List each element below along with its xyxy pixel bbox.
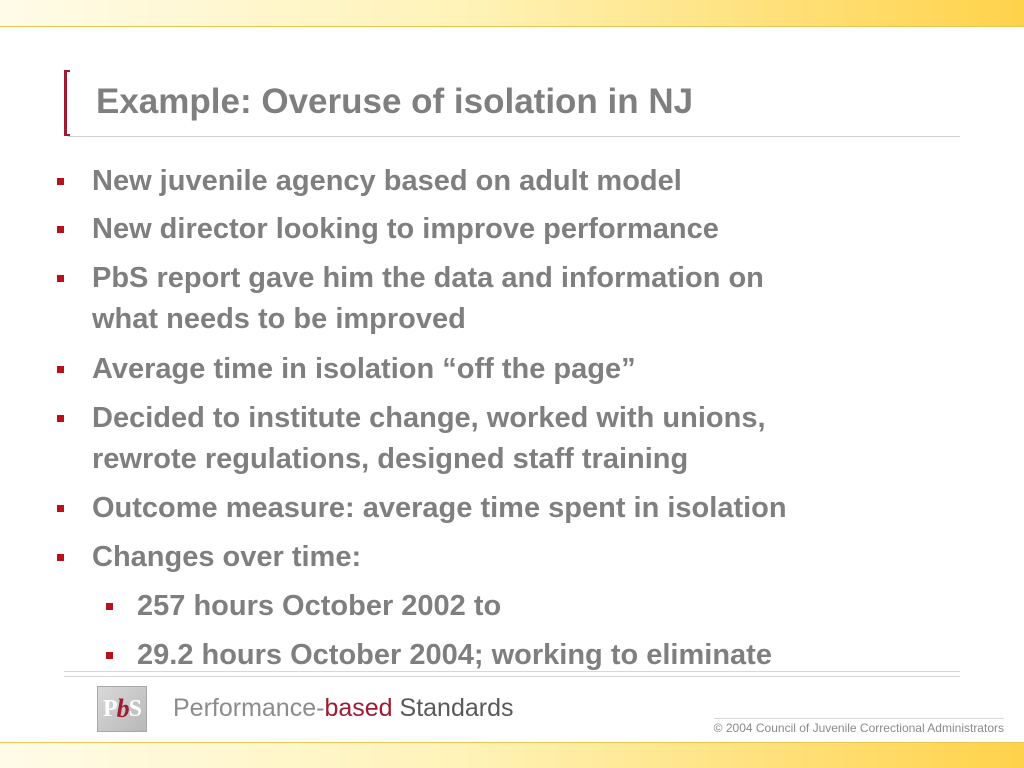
bullet-text: PbS report gave him the data and information on: [92, 262, 764, 294]
logo-letter-p: P: [102, 695, 117, 722]
bullet-text: Decided to institute change, worked with unions,: [92, 402, 766, 434]
bullet-item: [92, 398, 960, 480]
title-accent-tick-top: [64, 70, 70, 72]
bullet-text: 29.2 hours October 2004; working to eliminate: [137, 639, 772, 671]
logo-letter-s: S: [128, 695, 142, 722]
bullet-text: New director looking to improve performance: [92, 213, 719, 245]
bullet-item: [92, 209, 960, 250]
title-divider: [68, 136, 960, 137]
bullet-marker: [57, 554, 64, 561]
bullet-item: [137, 635, 960, 676]
bullet-text: what needs to be improved: [92, 303, 466, 335]
bottom-decorative-band: [0, 742, 1024, 768]
bullet-marker: [57, 366, 64, 373]
bullet-marker: [57, 415, 64, 422]
top-decorative-band: [0, 0, 1024, 27]
bullet-text: Changes over time:: [92, 541, 362, 573]
bullet-text: Outcome measure: average time spent in isolation: [92, 492, 787, 524]
brand-part-performance: Performance-: [173, 694, 325, 722]
bullet-marker: [106, 603, 113, 610]
bullet-marker: [57, 275, 64, 282]
bullet-item: [92, 258, 960, 340]
bullet-marker: [106, 652, 113, 659]
pbs-logo: [97, 686, 147, 732]
footer-divider-bottom: [64, 676, 960, 677]
brand-part-standards: Standards: [392, 694, 514, 722]
bullet-item: [92, 488, 960, 529]
title-accent-bar: [64, 70, 67, 136]
footer-divider-top: [64, 671, 960, 672]
bullet-marker: [57, 178, 64, 185]
logo-letter-b: b: [116, 694, 129, 723]
bullet-item: [92, 537, 960, 578]
bullet-text: Average time in isolation “off the page”: [92, 353, 636, 385]
bullet-text: 257 hours October 2002 to: [137, 590, 502, 622]
bullet-item: [92, 161, 960, 202]
brand-name: [173, 694, 514, 723]
bullet-item: [92, 349, 960, 390]
bullet-item: [137, 586, 960, 627]
bullet-text: rewrote regulations, designed staff training: [92, 443, 689, 475]
brand-part-based: based: [324, 694, 393, 722]
bullet-marker: [57, 226, 64, 233]
slide-title: Example: Overuse of isolation in NJ: [96, 82, 694, 121]
bullet-text: New juvenile agency based on adult model: [92, 165, 682, 197]
bullet-marker: [57, 505, 64, 512]
copyright-notice: © 2004 Council of Juvenile Correctional Administrators: [714, 718, 1004, 735]
